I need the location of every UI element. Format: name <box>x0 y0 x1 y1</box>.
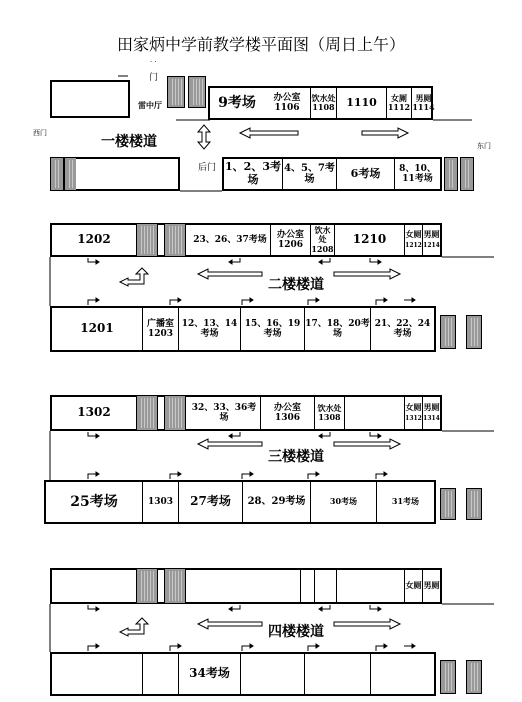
f1-water-label: 饮水处 <box>311 92 336 103</box>
f3-male-label: 男厕 <box>423 402 440 413</box>
f2-room-s3: 17、18、20考场 <box>304 308 370 350</box>
north-gate-marks: · · <box>150 58 157 66</box>
f2-room-1210: 1210 <box>334 225 404 255</box>
f2-corridor-label: 二楼楼道 <box>268 277 324 293</box>
f3-arrow-left <box>198 439 262 449</box>
f1-corridor-label: 一楼楼道 <box>101 134 157 150</box>
f2-room-s1: 12、13、14考场 <box>178 308 240 350</box>
f2-office-label: 办公室 <box>276 229 304 240</box>
f3-female-no: 1312 <box>405 414 422 422</box>
page-title: 田家炳中学前教学楼平面图（周日上午） <box>116 35 405 54</box>
west-gate-label: 西门 <box>33 129 47 137</box>
f1-male-no: 1114 <box>412 102 435 112</box>
f1-room-9: 9考场 <box>218 94 256 111</box>
f4-room-s1: 34考场 <box>178 654 240 694</box>
f2-arrow-left <box>198 269 262 279</box>
f3-water-label: 饮水处 <box>317 402 342 413</box>
f4-arrow-right <box>334 619 400 629</box>
f1-room-1110: 1110 <box>336 88 386 118</box>
f2-female-label: 女厕 <box>405 229 422 240</box>
f4-male-wc: 男厕 <box>422 570 440 602</box>
f2-room-s2: 15、16、19考场 <box>240 308 304 350</box>
f2-female-no: 1212 <box>405 241 422 249</box>
f3-room-n1: 32、33、36考场 <box>191 402 257 423</box>
f2-water-label: 饮水处 <box>314 225 331 245</box>
f2-room-1201: 1201 <box>80 321 114 336</box>
f3-office-label: 办公室 <box>273 402 301 413</box>
f4-arrow-left <box>198 619 262 629</box>
f4-stair-arrow <box>120 618 148 636</box>
f2-room-1202: 1202 <box>77 232 111 247</box>
f3-corridor-label: 三楼楼道 <box>268 449 324 465</box>
f1-arrow-right <box>362 128 408 138</box>
f2-water-no: 1208 <box>311 243 334 254</box>
f2-room-s4: 21、22、24考场 <box>370 308 434 350</box>
f3-room-s3: 28、29考场 <box>242 482 310 522</box>
f1-female-label: 女厕 <box>390 92 407 103</box>
f3-room-1303: 1303 <box>142 482 178 522</box>
f1-arrow-left <box>240 128 298 138</box>
f2-arrow-right <box>334 269 400 279</box>
f2-office-no: 1206 <box>277 240 304 250</box>
f3-room-s5: 31考场 <box>376 482 434 522</box>
f1-room-s3: 6考场 <box>336 159 394 189</box>
f1-male-label: 男厕 <box>415 92 432 103</box>
f4-corridor-label: 四楼楼道 <box>268 624 324 640</box>
f3-room-s2: 27考场 <box>178 482 242 522</box>
f1-water-no: 1108 <box>312 102 335 112</box>
f1-arrow-updown <box>198 125 210 149</box>
f2-male-no: 1214 <box>423 241 440 249</box>
door-arrows <box>88 258 415 651</box>
f3-female-label: 女厕 <box>405 402 422 413</box>
f2-stair-arrow <box>120 268 148 286</box>
f1-room-s4: 8、10、11考场 <box>394 159 440 189</box>
f3-water-no: 1308 <box>318 412 341 422</box>
f2-male-label: 男厕 <box>423 229 440 240</box>
f2-room-n1: 23、26、37考场 <box>193 234 267 245</box>
f1-office-label: 办公室 <box>273 92 301 103</box>
f1-lobby-label: 雷中厅 <box>138 100 162 110</box>
f2-broadcast-no: 1203 <box>147 329 174 339</box>
f4-female-wc: 女厕 <box>404 570 422 602</box>
f3-room-s4: 30考场 <box>310 482 376 522</box>
east-gate-label: 东门 <box>477 142 491 150</box>
f3-room-1302: 1302 <box>77 405 111 420</box>
f2-broadcast-label: 广播室 <box>146 318 174 329</box>
f3-office-no: 1306 <box>274 413 301 423</box>
f1-office-no: 1106 <box>274 103 300 113</box>
f1-room-s2: 4、5、7考场 <box>282 159 336 189</box>
f3-room-s0: 25考场 <box>70 493 118 510</box>
back-gate-label: 后门 <box>198 163 217 173</box>
f1-room-s1: 1、2、3考场 <box>225 160 281 186</box>
f3-arrow-right <box>334 439 400 449</box>
f1-female-no: 1112 <box>387 102 411 112</box>
north-gate-label: 门 <box>149 73 159 83</box>
f3-male-no: 1314 <box>423 414 440 422</box>
